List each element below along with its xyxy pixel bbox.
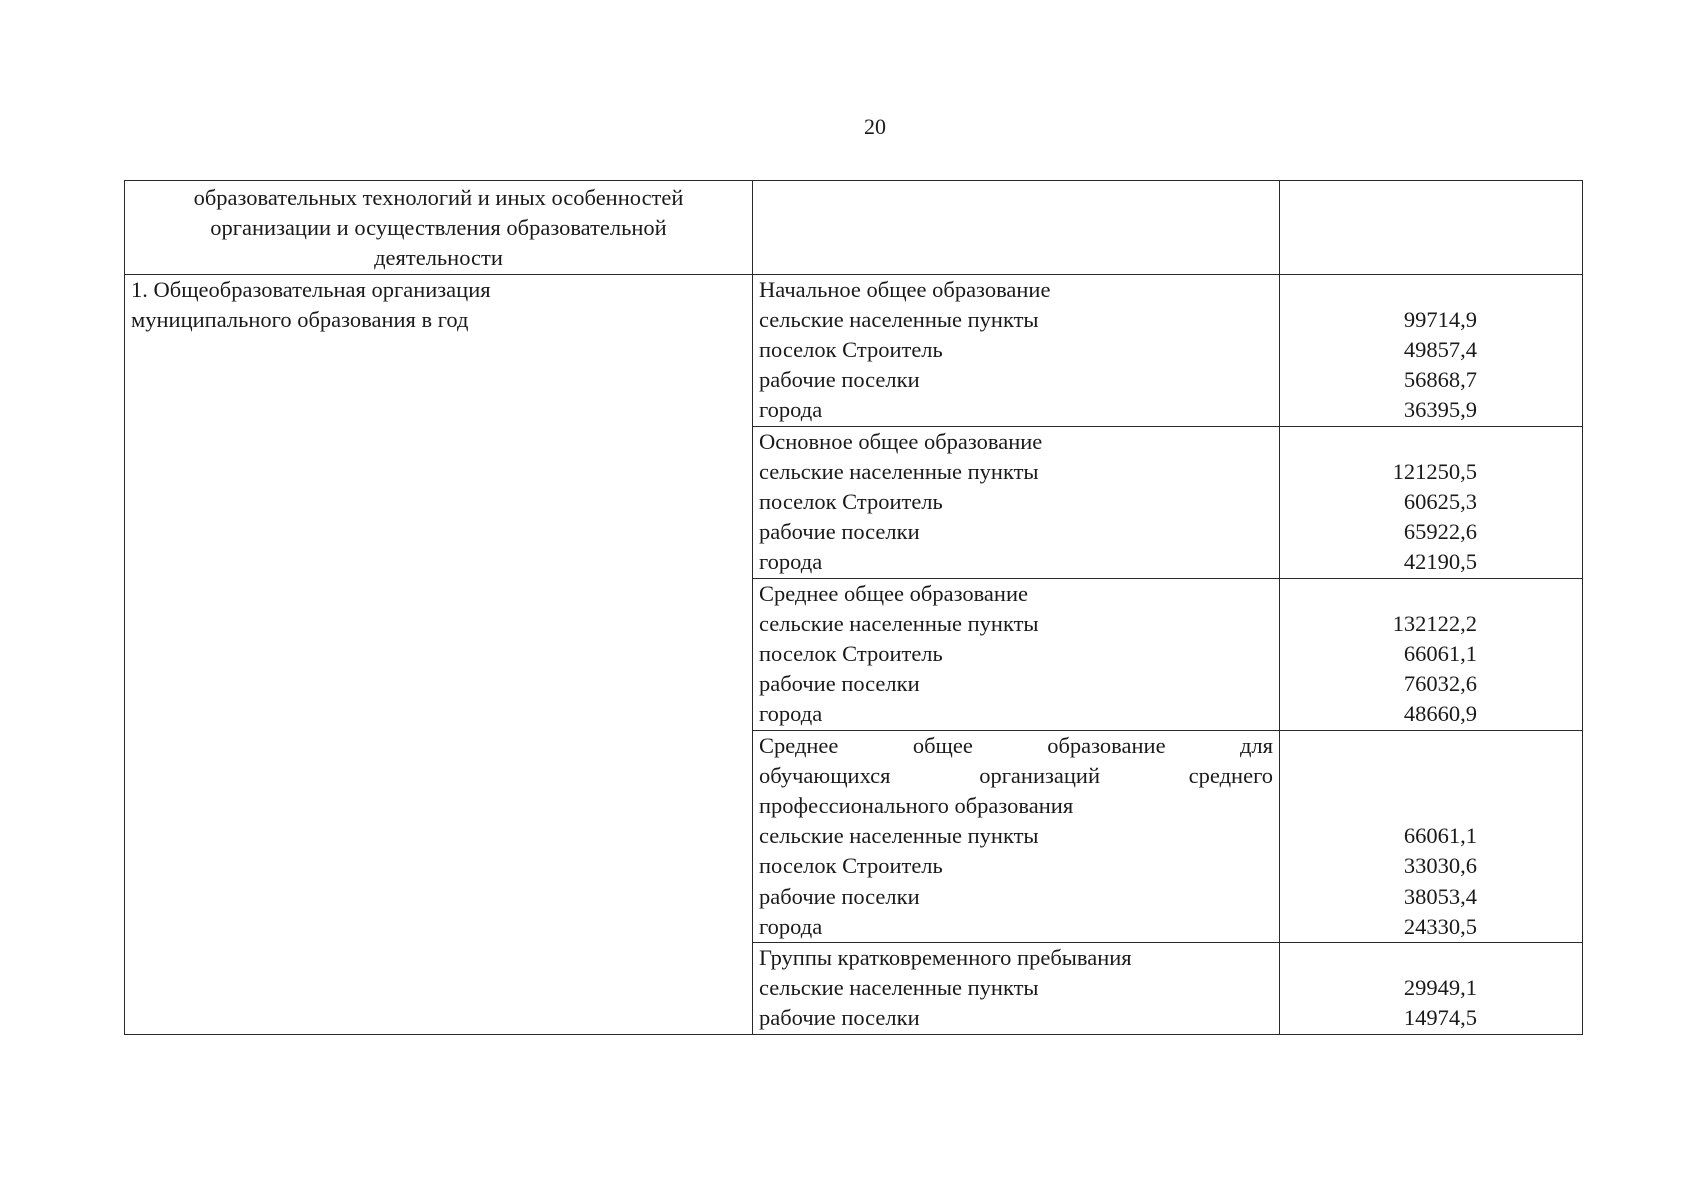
header-line: деятельности [374, 245, 503, 271]
group-title-line: Начальное общее образование [759, 276, 1051, 302]
value-spacer [1286, 943, 1477, 973]
amount-value: 49857,4 [1403, 337, 1477, 363]
settlement-label: рабочие поселки [759, 883, 920, 909]
value-cell [1280, 274, 1583, 426]
group-cell [753, 578, 1280, 730]
settlement-label: поселок Строитель [759, 853, 943, 879]
settlement-label: сельские населенные пункты [759, 975, 1039, 1001]
settlement-label: города [759, 397, 823, 423]
settlement-label: города [759, 549, 823, 575]
amount-value: 65922,6 [1403, 519, 1477, 545]
value-spacer [1286, 427, 1477, 457]
amount-value: 66061,1 [1403, 823, 1477, 849]
amount-value: 60625,3 [1403, 489, 1477, 515]
group-cell [753, 943, 1280, 1035]
settlement-label: поселок Строитель [759, 489, 943, 515]
amount-value: 48660,9 [1403, 701, 1477, 727]
amount-value: 29949,1 [1403, 975, 1477, 1001]
header-cell-value [1280, 181, 1583, 275]
item-line: муниципального образования в год [131, 306, 469, 332]
amount-value: 66061,1 [1403, 641, 1477, 667]
settlement-label: поселок Строитель [759, 641, 943, 667]
amount-value: 76032,6 [1403, 671, 1477, 697]
amount-value: 33030,6 [1403, 853, 1477, 879]
amount-value: 56868,7 [1403, 367, 1477, 393]
header-line: образовательных технологий и иных особенностей [193, 185, 684, 210]
value-cell [1280, 943, 1583, 1035]
group-cell [753, 426, 1280, 578]
value-spacer [1286, 579, 1477, 609]
group-cell [753, 274, 1280, 426]
amount-value: 24330,5 [1403, 913, 1477, 939]
value-cell [1280, 426, 1583, 578]
settlement-label: сельские населенные пункты [759, 610, 1039, 636]
item-line: 1. Общеобразовательная организация [131, 276, 491, 302]
value-spacer [1286, 731, 1477, 761]
settlement-label: рабочие поселки [759, 1005, 920, 1031]
settlement-label: рабочие поселки [759, 671, 920, 697]
settlement-label: сельские населенные пункты [759, 823, 1039, 849]
value-cell [1280, 578, 1583, 730]
amount-value: 121250,5 [1392, 458, 1477, 484]
settlement-label: сельские населенные пункты [759, 306, 1039, 332]
settlement-label: рабочие поселки [759, 519, 920, 545]
header-line: организации и осуществления образовательной [210, 215, 667, 241]
table-row [125, 274, 1583, 426]
group-title-line: Основное общее образование [759, 428, 1043, 454]
amount-value: 42190,5 [1403, 549, 1477, 575]
header-cell-description [125, 181, 753, 275]
group-title-line: обучающихся организаций среднего [759, 762, 1273, 788]
value-cell [1280, 730, 1583, 942]
amount-value: 14974,5 [1403, 1005, 1477, 1031]
tariff-table [124, 180, 1583, 1035]
value-spacer [1286, 791, 1477, 821]
header-cell-category [753, 181, 1280, 275]
group-title-line: Среднее общее образование для [759, 732, 1273, 758]
group-title-line: Среднее общее образование [759, 580, 1028, 606]
settlement-label: города [759, 701, 823, 727]
amount-value: 99714,9 [1403, 306, 1477, 332]
value-spacer [1286, 761, 1477, 791]
amount-value: 38053,4 [1403, 883, 1477, 909]
value-spacer [1286, 275, 1477, 305]
group-cell [753, 730, 1280, 942]
settlement-label: сельские населенные пункты [759, 458, 1039, 484]
group-title-line: Группы кратковременного пребывания [759, 945, 1132, 971]
group-title-line: профессионального образования [759, 793, 1074, 819]
table-header-row [125, 181, 1583, 275]
settlement-label: поселок Строитель [759, 337, 943, 363]
settlement-label: рабочие поселки [759, 367, 920, 393]
page-number: 20 [864, 114, 886, 139]
settlement-label: города [759, 913, 823, 939]
item-cell [125, 274, 753, 1034]
amount-value: 132122,2 [1392, 610, 1477, 636]
amount-value: 36395,9 [1403, 397, 1477, 423]
